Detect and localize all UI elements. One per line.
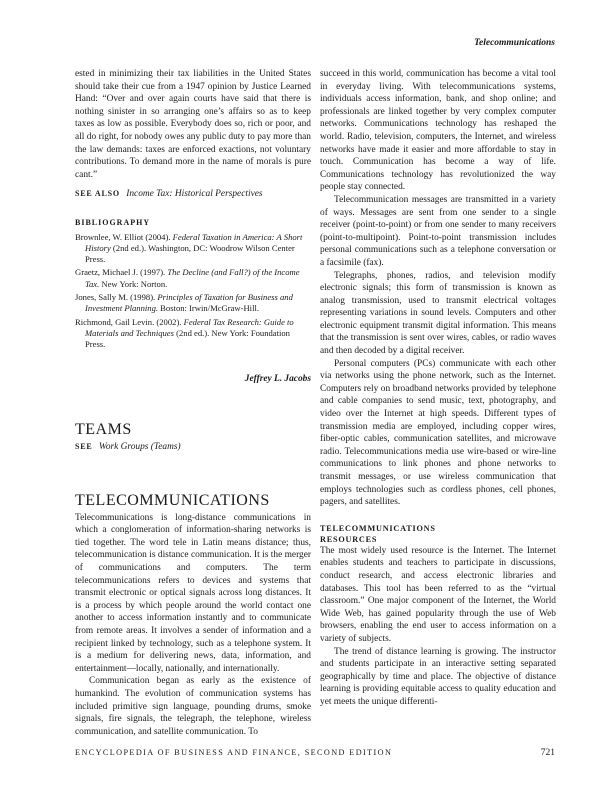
running-head: Telecommunications [474,38,555,48]
footer-title: ENCYCLOPEDIA OF BUSINESS AND FINANCE, SECOND EDITION [75,748,393,757]
see-also-link[interactable]: Income Tax: Historical Perspectives [126,189,263,200]
subsection-heading-line: RESOURCES [320,534,378,544]
paragraph: Communication began as early as the existence of humankind. The evolution of communication systems has included primitive sign language, pounding drums, smoke signals, fire signals, the telegraph, the telephone, wireless communication, and satellite communication. To [75,676,311,737]
paragraph: The trend of distance learning is growing. The instructor and students participate in an interactive setting separated geographically by time and place. The objective of distance learning is providing equitable access to quality education and yet meets the unique differenti- [320,646,556,707]
paragraph: Personal computers (PCs) communicate with each other via networks using the phone network, such as the Internet. Computers rely on broadband networks provided by telephone and cable companies to send music, text, photography, and video over the Internet at high speeds. Different types of transmission media are employed, including copper wires, fiber-optic cables, communication satellites, and microwave radio. Telecommunications media use wire-based or wire-line communications to link phones and phone networks to transmit messages, or use wireless communication that employs technologies such as cordless phones, cell phones, pagers, and satellites. [320,358,556,508]
see-also [75,188,311,201]
page-footer [75,748,555,757]
paragraph: Telecommunications is long-distance communications in which a conglomeration of information-sharing networks is tied together. The word tele in Latin means distance; thus, telecommunication is distance communication. It is the merger of communications and computers. The term telecommunications refers to devices and systems that transmit electronic or optical signals across long distances. It is a process by which people around the world contact one another to access information instantly and to communicate from remote areas. It involves a sender of information and a recipient linked by technology, such as a telephone system. It is a medium for delivering news, data, information, and entertainment—locally, nationally, and internationally. [75,512,311,674]
subsection-heading-line: TELECOMMUNICATIONS [320,523,436,533]
subsection-heading [320,523,556,545]
entry-heading-teams: TEAMS [75,421,132,439]
bibliography-heading: BIBLIOGRAPHY [75,217,151,227]
page-number: 721 [540,748,555,758]
left-column [75,68,311,738]
bibliography-entry: Richmond, Gail Levin. (2002). Federal Tax Research: Guide to Materials and Techniques (2nd ed.). New York: Foundation Press. [75,316,294,350]
see-also-label: SEE ALSO [75,189,120,199]
see-label: SEE [75,442,93,452]
paragraph: Telecommunication messages are transmitted in a variety of ways. Messages are sent from one sender to a single receiver (point-to-point) or from one sender to many receivers (point-to-multipoint). Point-to-point transmission includes personal communications such as a telephone conversation or a facsimile (fax). [320,194,556,268]
bibliography-entry: Graetz, Michael J. (1997). The Decline (and Fall?) of the Income Tax. New York: Norton. [75,267,300,289]
paragraph: ested in minimizing their tax liabilities in the United States should take their cue from a 1947 opinion by Justice Learned Hand: “Over and over again courts have said that there is nothing sinister in so arranging one’s affairs so as to keep taxes as low as possible. Everybody does so, rich or poor, and all do right, for nobody owes any public duty to pay more than the law demands: taxes are enforced exactions, not voluntary contributions. To demand more in the name of morals is pure cant.” [75,69,311,180]
article-author: Jeffrey L. Jacobs [244,373,311,384]
paragraph: The most widely used resource is the Internet. The Internet enables students and teachers to participate in discussions, conduct research, and access electronic libraries and databases. This tool has been referred to as the “virtual classroom.” One major component of the Internet, the World Wide Web, has gained popularity through the use of Web browsers, enabling the end user to access information on a variety of subjects. [320,545,556,644]
bibliography-entry: Jones, Sally M. (1998). Principles of Taxation for Business and Investment Planning. Boston: Irwin/McGraw-Hill. [75,292,293,314]
paragraph: succeed in this world, communication has become a vital tool in everyday living. With telecommunications systems, individuals access information, bank, and shop online; and professionals are linked together by very complex computer networks. Communications technology has reshaped the world. Radio, television, computers, the Internet, and wireless networks have made it easier and more affordable to stay in touch. Communication has become a way of life. Communications technology has revolutionized the way people stay connected. [320,69,556,193]
entry-heading-telecommunications: TELECOMMUNICATIONS [75,491,270,509]
right-column [320,68,556,709]
bibliography-entry: Brownlee, W. Elliot (2004). Federal Taxation in America: A Short History (2nd ed.). Washington, DC: Woodrow Wilson Center Press. [75,231,303,265]
see-teams [75,441,311,454]
see-link[interactable]: Work Groups (Teams) [98,442,181,453]
paragraph: Telegraphs, phones, radios, and television modify electronic signals; this form of transmission is known as analog transmission, used to transmit electrical voltages representing variations in sound levels. Computers and other electronic equipment transmit digital information. This means that the transmission is sent over wires, cables, or radio waves and then decoded by a digital receiver. [320,270,556,357]
